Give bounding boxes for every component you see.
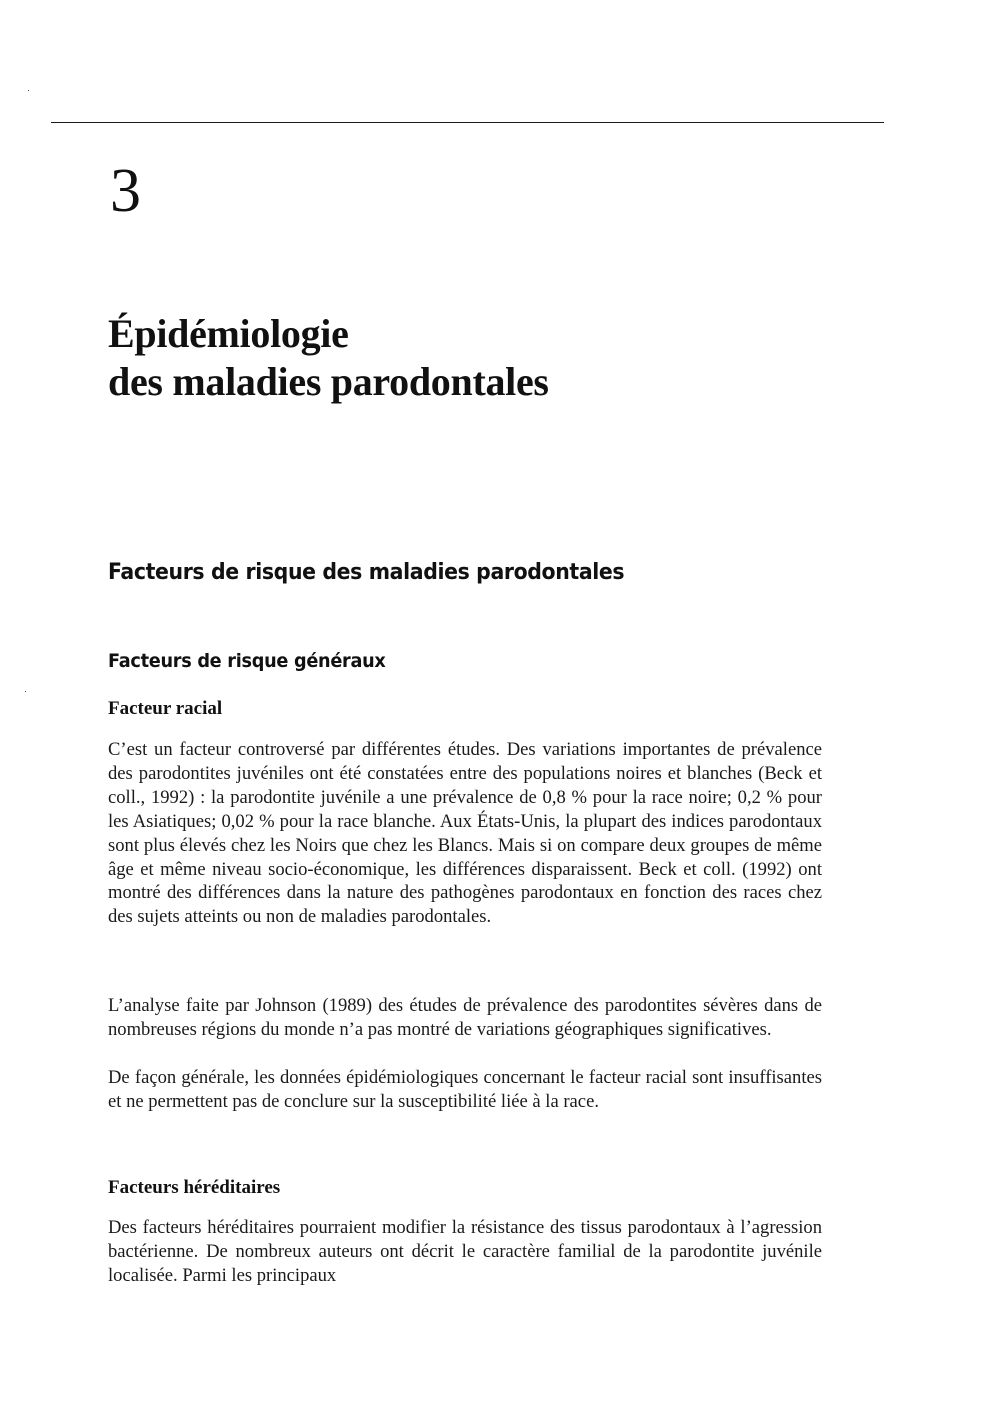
scan-speck: [25, 691, 26, 692]
hereditary-factors-heading: Facteurs héréditaires: [108, 1177, 281, 1198]
racial-paragraph-1: C’est un facteur controversé par différentes études. Des variations importantes de prévalence des parodontites juvéniles ont été constatées entre des populations noires et blanches (Beck et coll., 1992) : la parodontite juvénile a une prévalence de 0,8 % pour la race noire; 0,2 % pour les Asiatiques; 0,02 % pour la race blanche. Aux États-Unis, la plupart des indices parodontaux sont plus élevés chez les Noirs que chez les Blancs. Mais si on compare deux groupes de même âge et même niveau socio-économique, les différences disparaissent. Beck et coll. (1992) ont montré des différences dans la nature des pathogènes parodontaux en fonction des races chez des sujets atteints ou non de maladies parodontales.: [108, 739, 822, 928]
hereditary-paragraph-1: Des facteurs héréditaires pourraient modifier la résistance des tissus parodontaux à l’agression bactérienne. De nombreux auteurs ont décrit le caractère familial de la parodontite juvénile localisée. Parmi les principaux: [108, 1217, 822, 1286]
section-heading: Facteurs de risque des maladies parodontales: [108, 560, 625, 585]
racial-paragraph-3: De façon générale, les données épidémiologiques concernant le facteur racial sont insuffisantes et ne permettent pas de conclure sur la susceptibilité liée à la race.: [108, 1067, 822, 1112]
chapter-title: [108, 310, 549, 406]
racial-paragraph-2: L’analyse faite par Johnson (1989) des études de prévalence des parodontites sévères dans de nombreuses régions du monde n’a pas montré de variations géographiques significatives.: [108, 995, 822, 1040]
chapter-number: 3: [110, 157, 141, 225]
chapter-title-line-2: des maladies parodontales: [108, 359, 549, 404]
scan-speck: [28, 90, 29, 91]
racial-factor-heading: Facteur racial: [108, 698, 223, 719]
chapter-title-line-1: Épidémiologie: [108, 311, 349, 356]
subsection-heading: Facteurs de risque généraux: [108, 650, 386, 672]
header-rule: [51, 122, 884, 123]
